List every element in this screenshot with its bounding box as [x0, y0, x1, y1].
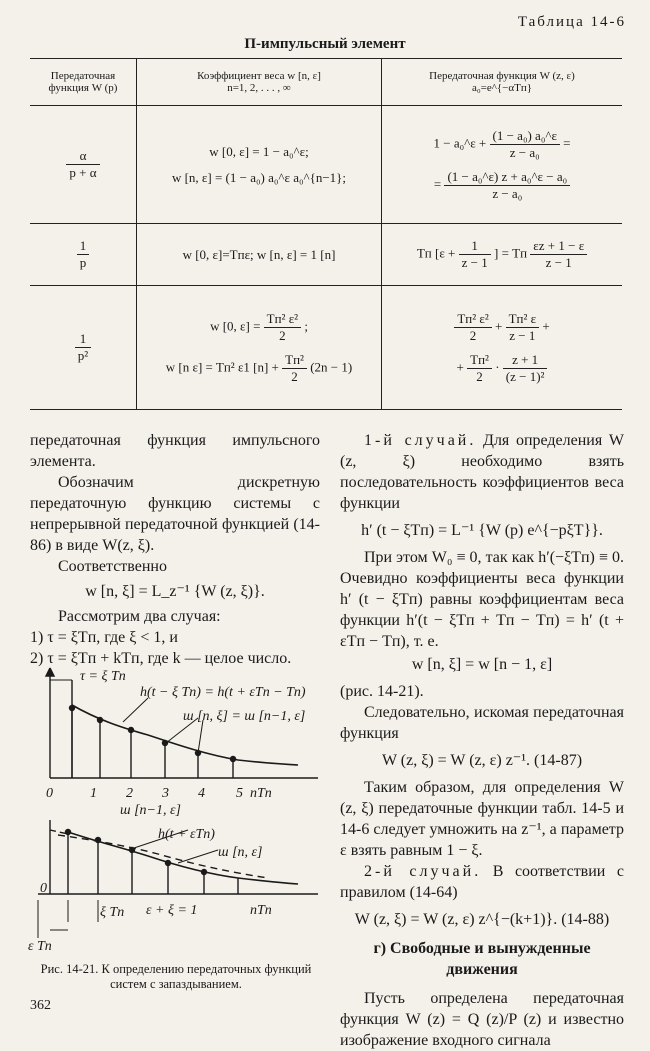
header-z-transfer-function: Передаточная функция W (z, ε) a₀=e^{−αTп} [382, 59, 623, 106]
paragraph: Для определения W (z, ξ) необходимо взять последовательность коэффициентов веса функции [340, 432, 624, 512]
paragraph: Следовательно, искомая передаточная функция [340, 704, 624, 742]
case-item: 1) τ = ξTп, где ξ < 1, и [30, 629, 178, 646]
left-column [30, 430, 320, 669]
paragraph: Рассмотрим два случая: [58, 608, 221, 625]
section-heading: г) Свободные и вынужденные движения [373, 940, 591, 978]
equation: w [n, ξ] = w [n − 1, ε] [411, 656, 553, 673]
case-heading: 1-й случай. [364, 432, 477, 449]
svg-text:1: 1 [90, 786, 97, 801]
equation: w [n, ξ] = L_z⁻¹ {W (z, ξ)}. [85, 583, 265, 600]
z-cell: 1 − a₀^ε + $\frac{\text{(1 − a₀) a₀\textasciicircum{}ε}}{\text{z − a₀}}$ = = $\frac{\text{(1 − a₀\textasciicircum{}ε) z + a₀\textasciicircum{}ε − a₀}}{\text{z − a₀}}$ [382, 106, 623, 224]
page-number: 362 [30, 998, 51, 1013]
svg-text:2: 2 [126, 786, 133, 801]
tf-cell: $\frac{\alpha}{p + \alpha}$ [30, 106, 137, 224]
weight-cell: w [0, ε] = 1 − a₀^ε; w [n, ε] = (1 − a₀) a₀^ε a₀^{n−1}; [137, 106, 382, 224]
table-row [30, 106, 622, 224]
equation: W (z, ξ) = W (z, ε) z^{−(k+1)}. (14-88) [354, 911, 610, 928]
header-transfer-function: Передаточная функция W (p) [30, 59, 137, 106]
g2-x-label: nTп [250, 903, 272, 918]
figure-caption: Рис. 14-21. К определению передаточных функций систем с запаздыванием. [40, 962, 312, 991]
z-cell: $\frac{\text{Tп² ε²}}{2}$ + $\frac{\text{Tп² ε}}{z - 1}$ + + $\frac{\text{Tп²}}{2}$ · $\frac{z + 1}{\text{(z − 1)²}}$ [382, 286, 623, 410]
table-row [30, 224, 622, 286]
g2-w2-label: ш [n, ε] [218, 845, 263, 860]
weight-cell: w [0, ε]=Tпε; w [n, ε] = 1 [n] [137, 224, 382, 286]
table-row [30, 286, 622, 410]
g2-eps-label: ε Tп [28, 939, 52, 954]
g2-sum-label: ε + ξ = 1 [146, 903, 198, 918]
paragraph: передаточная функция импульсного элемента. [30, 432, 320, 470]
paragraph: Пусть определена передаточная функция W (z) = Q (z)/P (z) и известно изображение входного сигнала [340, 990, 624, 1049]
paragraph: (рис. 14-21). [340, 683, 424, 700]
paragraph: Обозначим дискретную передаточную функцию системы с непрерывной передаточной функцией (14-86) в виде W(z, ξ). [30, 474, 320, 554]
figure-14-21 [28, 660, 326, 960]
paragraph: В соответствии с правилом (14-64) [340, 863, 624, 901]
case-heading: 2-й случай. [364, 863, 482, 880]
svg-text:0: 0 [46, 786, 53, 801]
weight-coefficients-table [30, 58, 622, 410]
paragraph: Соответственно [58, 558, 167, 575]
svg-text:5: 5 [236, 786, 243, 801]
paragraph: При этом W₀ ≡ 0, так как h′(−ξTп) ≡ 0. Очевидно коэффициенты веса функции h′ (t − ξTп) равны коэффициентам веса функции h′(t − ξTп + Tп − Tп) = h′ (t + εTп − Tп), т. е. [340, 549, 624, 650]
g1-h-label: h(t − ξ Tп) = h(t + εTп − Tп) [140, 685, 306, 700]
g1-tau-label: τ = ξ Tп [80, 669, 126, 684]
equation: W (z, ξ) = W (z, ε) z⁻¹. (14-87) [381, 752, 583, 769]
z-cell: Tп [ε + $\frac{1}{z - 1}$ ] = Tп $\frac{\varepsilon z + 1 - \varepsilon}{z - 1}$ [382, 224, 623, 286]
g2-h-label: h(t + εTп) [158, 827, 215, 842]
right-column [340, 430, 624, 1051]
paragraph: Таким образом, для определения W (z, ξ) передаточные функции табл. 14-5 и 14-6 следует умножить на z⁻¹, а параметр ε взять равным 1 − ξ. [340, 779, 624, 859]
g2-w1-label: ш [n−1, ε] [120, 803, 181, 818]
g1-x-label: nTп [250, 786, 272, 801]
table-title: П-импульсный элемент [244, 36, 406, 52]
equation: h′ (t − ξTп) = L⁻¹ {W (p) e^{−pξT}}. [361, 522, 603, 539]
header-weight-coefficient: Коэффициент веса w [n, ε] n=1, 2, . . . , ∞ [137, 59, 382, 106]
table-label: Таблица 14-6 [517, 14, 626, 30]
svg-text:3: 3 [162, 786, 169, 801]
tf-cell: $\frac{1}{p}$ [30, 224, 137, 286]
tf-cell: $\frac{1}{\text{p²}}$ [30, 286, 137, 410]
svg-text:4: 4 [198, 786, 205, 801]
g1-w-label: ш [n, ξ] = ш [n−1, ε] [183, 709, 306, 724]
case-item: 2) τ = ξTп + kTп, где k — целое число. [30, 650, 292, 667]
g2-zero: 0 [40, 881, 47, 896]
g2-xi-label: ξ Tп [100, 905, 125, 920]
weight-cell: w [0, ε] = $\frac{\text{Tп² ε²}}{2}$ ; w [n ε] = Tп² ε1 [n] + $\frac{\text{Tп²}}{2}$ (2n − 1) [137, 286, 382, 410]
